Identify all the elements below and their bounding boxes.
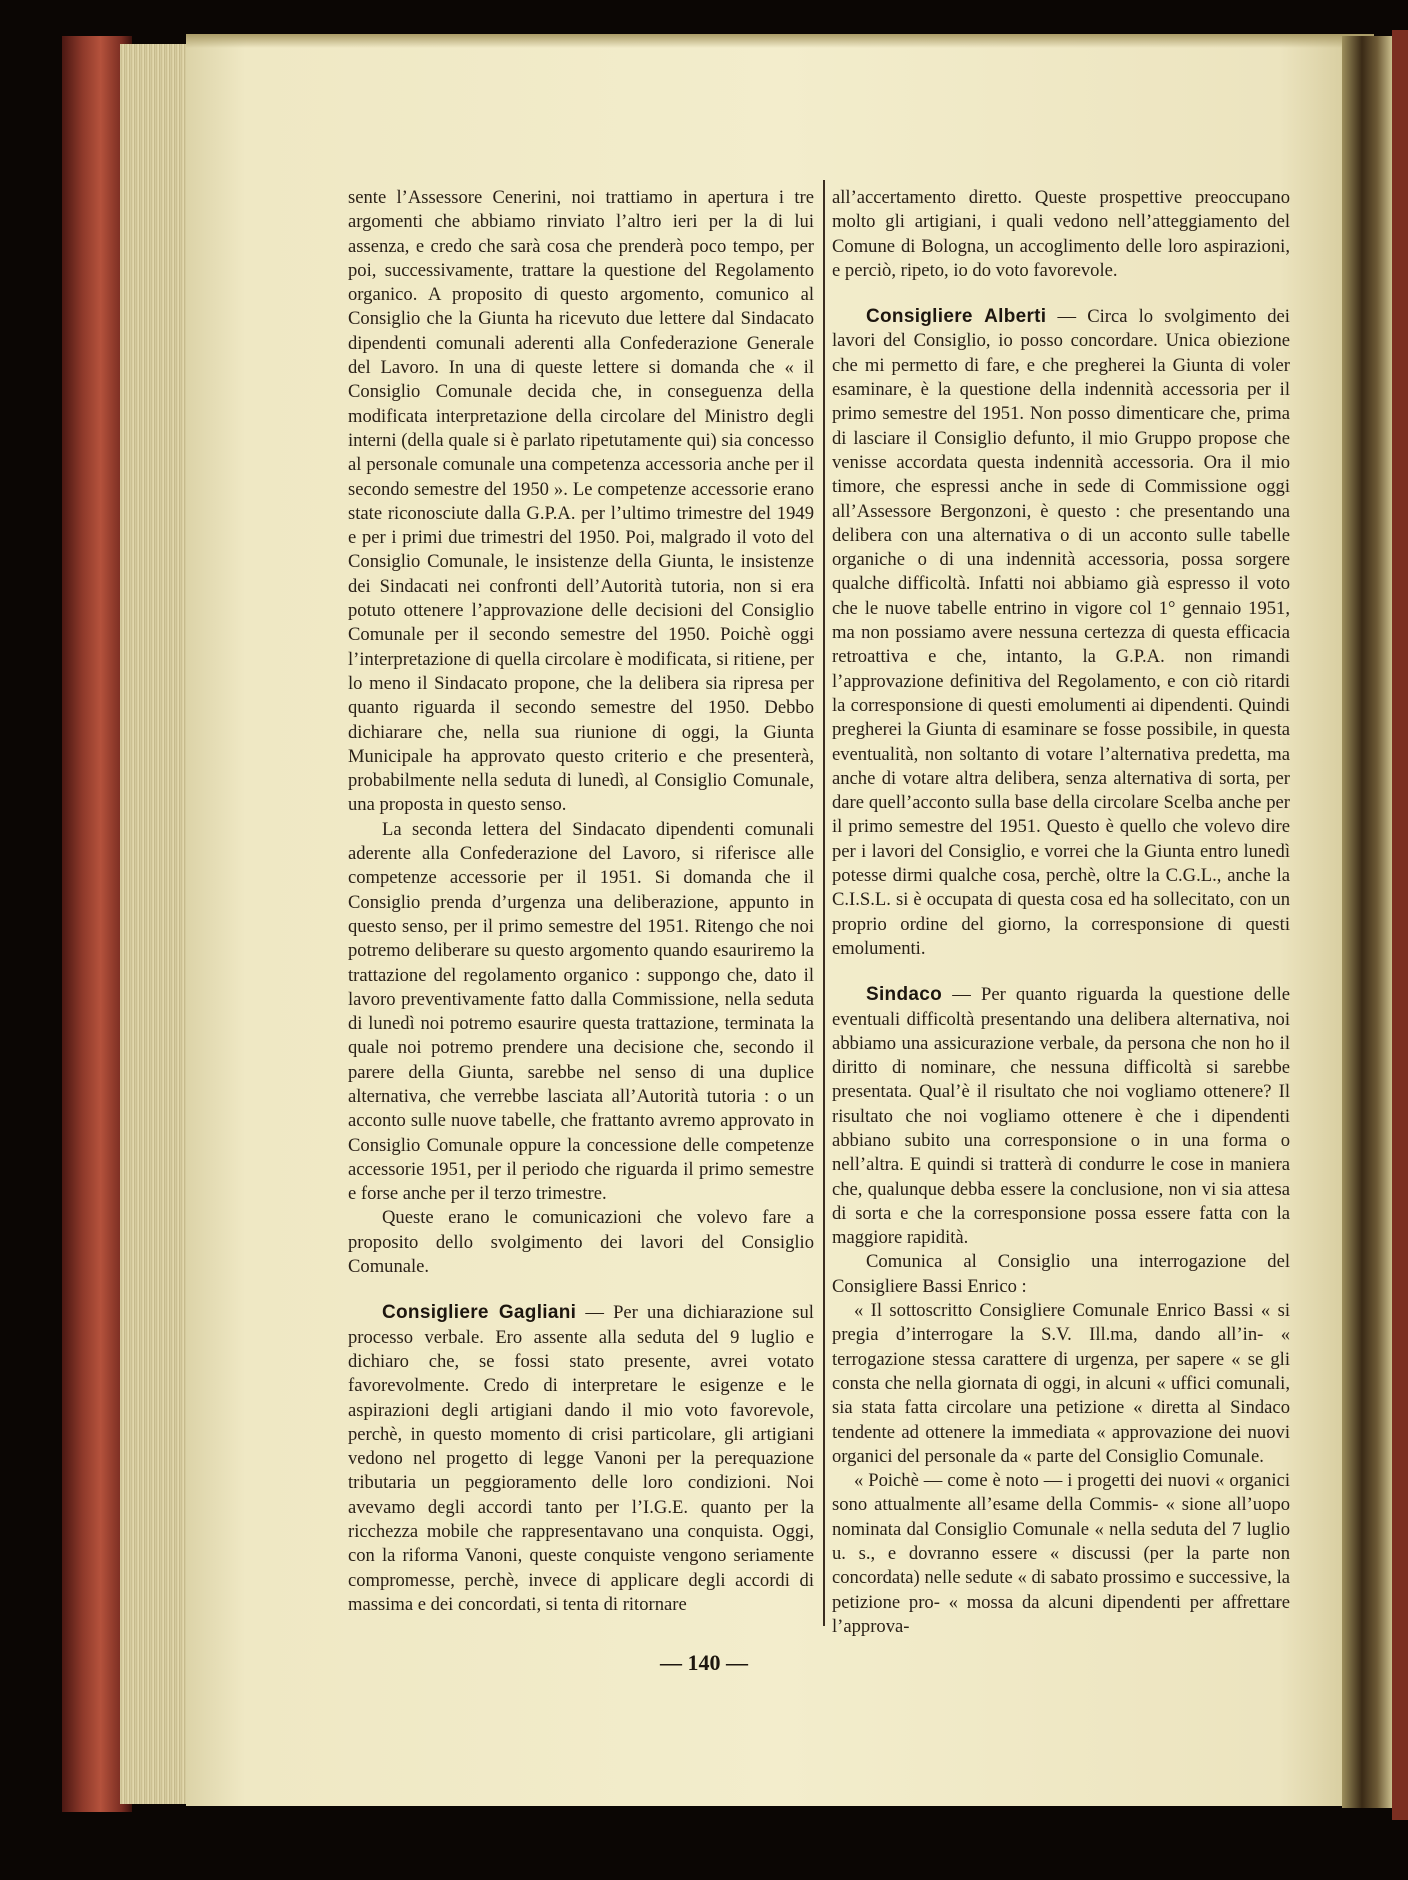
speech-text: — Per quanto riguarda la questione delle eventuali difficoltà presentando una delibera alternativa, noi abbiamo una assicurazione verbale, da persona che non ho il diritto di nominare, che nessuna difficoltà si sarebbe presentata. Qual’è il risultato che noi vogliamo ottenere? Il risultato che noi vogliamo ottenere è che i dipendenti abbiano subito una corresponsione o in una forma o nell’altra. E quindi si tratterà di condurre le cose in maniera che, qualunque debba essere la conclusione, non vi sia attesa di sorta e che la corresponsione possa essere fatta con la maggiore rapidità.	[832, 984, 1290, 1249]
speech-alberti	[832, 305, 1290, 961]
speech-text: — Per una dichiarazione sul processo verbale. Ero assente alla seduta del 9 luglio e dichiaro che, se fossi stato presente, avrei votato favorevolmente. Credo di interpretare le esigenze e le aspirazioni degli artigiani dando il mio voto favorevole, perchè, in questo momento di crisi particolare, gli artigiani vedono nel progetto di legge Vanoni per la perequazione tributaria un peggioramento delle loro condizioni. Noi avevamo degli accordi tanto per l’I.G.E. quanto per la ricchezza mobile che rappresentavano una conquista. Oggi, con la riforma Vanoni, queste conquiste vengono seriamente compromesse, perchè, invece di applicare degli accordi di massima e dei concordati, si tenta di ritornare	[348, 1302, 814, 1615]
speech-text: — Circa lo svolgimento dei lavori del Consiglio, io posso concordare. Unica obiezione che mi permetto di fare, e che pregherei la Giunta di voler esaminare, è la questione della indennità accessoria per il primo semestre del 1951. Non posso dimenticare che, prima di lasciare il Consiglio defunto, il mio Gruppo propose che venisse accordata questa indennità accessoria. Ora il mio timore, che espressi anche in sede di Commissione oggi all’Assessore Bergonzoni, è questo : che presentando una delibera con una alternativa o di un acconto sulle tabelle organiche o di una indennità accessoria, possa sorgere qualche difficoltà. Infatti noi abbiamo già espresso il voto che le nuove tabelle entrino in vigore col 1° gennaio 1951, ma non possiamo avere nessuna certezza di questa efficacia retroattiva e che, intanto, la G.P.A. non rimandi l’approvazione definitiva del Regolamento, e con ciò ritardi la corresponsione di questi emolumenti ai dipendenti. Quindi pregherei la Giunta di esaminare se fosse possibile, in questa eventualità, non soltanto di votare l’alternativa predetta, ma anche di votare altra delibera, senza alternativa di sorta, per dare quell’acconto sulla base della circolare Scelba anche per il primo semestre del 1951. Questo è quello che volevo dire per i lavori del Consiglio, e vorrei che la Giunta entro lunedì potesse dirmi qualche cosa, perchè, oltre la C.G.L., anche la C.I.S.L. si è occupata di questa cosa ed ha sollecitato, con un proprio ordine del giorno, la corresponsione di questi emolumenti.	[832, 306, 1290, 959]
speaker-name: Consigliere Gagliani	[382, 1302, 577, 1324]
paragraph: La seconda lettera del Sindacato dipendenti comunali aderente alla Confederazione del Lavoro, si riferisce alle competenze accessorie per il 1951. Si domanda che il Consiglio prenda d’urgenza una deliberazione, appunto in questo senso, per il primo semestre del 1951. Ritengo che noi potremo deliberare su questo argomento quando esauriremo la trattazione del regolamento organico : suppongo che, dato il lavoro preventivamente fatto dalla Commissione, nella seduta di lunedì noi potremo esaurire questa trattazione, terminata la quale noi potremo prendere una decisione che, secondo il parere della Giunta, sarebbe nel senso di una duplice alternativa, che verrebbe lasciata all’Autorità tutoria : o un acconto sulle nuove tabelle, che frattanto avremo approvato in Consiglio Comunale oppure la concessione delle competenze accessorie 1951, per il periodo che riguarda il primo semestre e forse anche per il terzo trimestre.	[348, 818, 814, 1205]
book-gutter	[1342, 36, 1392, 1808]
right-column	[832, 186, 1290, 1637]
page-shadow	[186, 34, 1374, 48]
speaker-name: Sindaco	[866, 984, 943, 1006]
paragraph: all’accertamento diretto. Queste prospettive preoccupano molto gli artigiani, i quali vedono nell’atteggiamento del Comune di Bologna, un accoglimento delle loro aspirazioni, e perciò, ripeto, io do voto favorevole.	[832, 187, 1290, 281]
interrogation-quote: « Poichè — come è noto — i progetti dei nuovi « organici sono attualmente all’esame della Commis- « sione all’uopo nominata dal Consiglio Comunale « nella seduta del 7 luglio u. s., e dovranno essere « discussi (per la parte non concordata) nelle sedute « di sabato prossimo e successive, la petizione pro- « mossa da alcuni dipendenti per affrettare l’approva-	[832, 1470, 1290, 1637]
page-edges	[120, 44, 192, 1804]
paragraph: sente l’Assessore Cenerini, noi trattiamo in apertura i tre argomenti che abbiamo rinviato l’altro ieri per la di lui assenza, e credo che sarà cosa che prenderà poco tempo, per poi, successivamente, trattare la questione del Regolamento organico. A proposito di questo argomento, comunico al Consiglio che la Giunta ha ricevuto due lettere dal Sindacato dipendenti comunali aderenti alla Confederazione Generale del Lavoro. In una di queste lettere si domanda che « il Consiglio Comunale decida che, in conseguenza della modificata interpretazione della circolare del Ministro degli interni (della quale si è parlato ripetutamente qui) sia concesso al personale comunale una competenza accessoria anche per il secondo semestre del 1950 ». Le competenze accessorie erano state riconosciute dalla G.P.A. per l’ultimo trimestre del 1949 e per i primi due trimestri del 1950. Poi, malgrado il voto del Consiglio Comunale, le insistenze della Giunta, le insistenze dei Sindacati nei confronti dell’Autorità tutoria, non si era potuto ottenere l’approvazione delle decisioni del Consiglio Comunale per il secondo semestre del 1950. Poichè oggi l’interpretazione di quella circolare è modificata, si ritiene, per lo meno il Sindacato propone, che la delibera sia ripresa per quanto riguarda il secondo semestre del 1950. Debbo dichiarare che, nella sua riunione di oggi, la Giunta Municipale ha approvato questo criterio e che presenterà, probabilmente nella seduta di lunedì, al Consiglio Comunale, una proposta in questo senso.	[348, 187, 814, 816]
paragraph: Queste erano le comunicazioni che volevo fare a proposito dello svolgimento dei lavori del Consiglio Comunale.	[348, 1207, 814, 1278]
speech-gagliani	[348, 1301, 814, 1617]
interrogation-quote: « Il sottoscritto Consigliere Comunale Enrico Bassi « si pregia d’interrogare la S.V. Ill.ma, dando all’in- « terrogazione stessa carattere di urgenza, per sapere « se gli consta che nella giornata di oggi, in alcuni « uffici comunali, sia stata fatta circolare una petizione « diretta al Sindaco tendente ad ottenere la immediata « approvazione dei nuovi organici del personale da « parte del Consiglio Comunale.	[832, 1300, 1290, 1467]
paragraph: Comunica al Consiglio una interrogazione del Consigliere Bassi Enrico :	[832, 1251, 1290, 1297]
book-cover-right	[1392, 30, 1408, 1820]
page-number: — 140 —	[660, 1650, 748, 1675]
column-divider	[823, 180, 825, 1626]
left-column	[348, 186, 814, 1626]
speech-sindaco	[832, 983, 1290, 1250]
speaker-name: Consigliere Alberti	[866, 306, 1047, 328]
